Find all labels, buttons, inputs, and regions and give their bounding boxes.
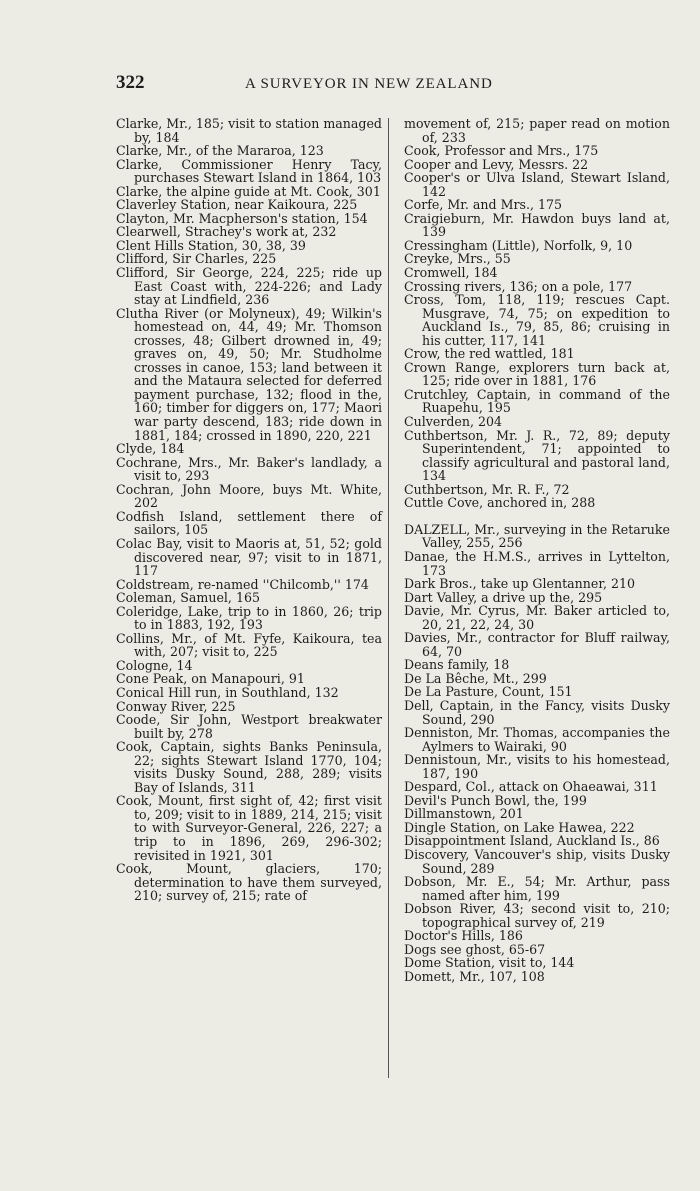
- index-entry: Denniston, Mr. Thomas, accompanies the Aylmers to Wairaki, 90: [404, 725, 670, 754]
- index-entry: Clayton, Mr. Macpherson's station, 154: [116, 210, 368, 226]
- index-entry: Colac Bay, visit to Maoris at, 51, 52; gold discovered near, 97; visit to in 1871, 117: [116, 535, 382, 579]
- index-entry: movement of, 215; paper read on motion of, 233: [404, 116, 670, 145]
- index-entry: Conway River, 225: [116, 698, 236, 714]
- index-entry: Davie, Mr. Cyrus, Mr. Baker articled to, 20, 21, 22, 24, 30: [404, 603, 670, 632]
- index-entry: Discovery, Vancouver's ship, visits Dusky Sound, 289: [404, 846, 670, 876]
- index-entry: Cuthbertson, Mr. R. F., 72: [404, 481, 570, 497]
- index-entry: Coleman, Samuel, 165: [116, 590, 260, 606]
- index-entry: Creyke, Mrs., 55: [404, 251, 511, 267]
- index-entry: Crutchley, Captain, in command of the Ruapehu, 195: [404, 386, 670, 416]
- index-entry: Cochrane, Mrs., Mr. Baker's landlady, a visit to, 293: [116, 454, 382, 484]
- index-entry: Cook, Captain, sights Banks Peninsula, 22; sights Stewart Island 1770, 104; visits Dusky Sound, 288, 289; visits Bay of Islands, 311: [116, 739, 382, 795]
- index-entry: Culverden, 204: [404, 414, 503, 430]
- index-entry: Crossing rivers, 136; on a pole, 177: [404, 278, 633, 294]
- index-column-left: [116, 117, 382, 903]
- index-column-right: [404, 117, 670, 983]
- index-entry: Clarke, Mr., 185; visit to station managed by, 184: [116, 116, 382, 145]
- index-entry: Cologne, 14: [116, 657, 193, 673]
- index-entry: Coode, Sir John, Westport breakwater built by, 278: [116, 712, 382, 741]
- index-entry: Crown Range, explorers turn back at, 125; ride over in 1881, 176: [404, 359, 670, 389]
- index-entry: Cook, Mount, first sight of, 42; first visit to, 209; visit to in 1889, 214, 215; visit to with Surveyor-General, 226, 227; a trip to in 1896, 269, 296-302; revisited in 1921, 301: [116, 793, 382, 863]
- index-entry: Coldstream, re-named ''Chilcomb,'' 174: [116, 576, 369, 592]
- index-entry: Clarke, Commissioner Henry Tacy, purchases Stewart Island in 1864, 103: [116, 156, 382, 186]
- index-entry: Clarke, Mr., of the Mararoa, 123: [116, 143, 324, 159]
- index-entry: Dingle Station, on Lake Hawea, 222: [404, 819, 635, 835]
- index-entry: Disappointment Island, Auckland Is., 86: [404, 833, 660, 849]
- column-divider: [388, 118, 389, 1078]
- index-entry: Dome Station, visit to, 144: [404, 955, 575, 971]
- index-entry: De La Bêche, Mt., 299: [404, 670, 547, 686]
- index-entry: Craigieburn, Mr. Hawdon buys land at, 139: [404, 210, 670, 240]
- index-entry: Danae, the H.M.S., arrives in Lyttelton, 173: [404, 548, 670, 578]
- index-entry: Cross, Tom, 118, 119; rescues Capt. Musgrave, 74, 75; on expedition to Auckland Is., 79, 85, 86; cruising in his cutter, 117, 141: [404, 292, 670, 348]
- index-entry: Clyde, 184: [116, 441, 185, 457]
- index-entry: Coleridge, Lake, trip to in 1860, 26; trip to in 1883, 192, 193: [116, 603, 382, 633]
- index-entry: Dillmanstown, 201: [404, 806, 524, 822]
- page-header: [116, 72, 666, 96]
- index-entry: Cressingham (Little), Norfolk, 9, 10: [404, 237, 633, 253]
- index-entry: Codfish Island, settlement there of sailors, 105: [116, 508, 382, 538]
- index-entry: Cromwell, 184: [404, 265, 498, 281]
- index-entry: Dark Bros., take up Glentanner, 210: [404, 576, 635, 592]
- index-entry: Deans family, 18: [404, 657, 510, 673]
- index-entry: Clifford, Sir George, 224, 225; ride up East Coast with, 224-226; and Lady stay at Lindfield, 236: [116, 265, 382, 308]
- index-entry: Cochran, John Moore, buys Mt. White, 202: [116, 481, 382, 511]
- index-entry: Crow, the red wattled, 181: [404, 346, 575, 362]
- index-entry: Davies, Mr., contractor for Bluff railway, 64, 70: [404, 630, 670, 659]
- index-entry: Conical Hill run, in Southland, 132: [116, 684, 339, 700]
- running-title: A SURVEYOR IN NEW ZEALAND: [245, 76, 493, 92]
- index-entry: Domett, Mr., 107, 108: [404, 968, 545, 984]
- index-entry: Clarke, the alpine guide at Mt. Cook, 301: [116, 183, 381, 199]
- index-entry: Clutha River (or Molyneux), 49; Wilkin's homestead on, 44, 49; Mr. Thomson crosses, 48; Gilbert drowned in, 49; graves on, 49, 50; Mr. Studholme crosses in canoe, 153; land between it and the Mataura selected for deferred payment purchase, 132; flood in the, 160; timber for diggers on, 177; Maori war party descend, 183; ride down in 1881, 184; crossed in 1890, 220, 221: [116, 305, 382, 443]
- index-entry: Dobson River, 43; second visit to, 210; topographical survey of, 219: [404, 901, 670, 930]
- index-entry: Corfe, Mr. and Mrs., 175: [404, 197, 563, 213]
- page-number: 322: [116, 72, 145, 93]
- index-entry: Cooper and Levy, Messrs. 22: [404, 156, 589, 172]
- index-entry: Clifford, Sir Charles, 225: [116, 251, 277, 267]
- index-entry: Cone Peak, on Manapouri, 91: [116, 671, 305, 687]
- index-entry: Devil's Punch Bowl, the, 199: [404, 792, 587, 808]
- index-entry: Collins, Mr., of Mt. Fyfe, Kaikoura, tea with, 207; visit to, 225: [116, 630, 382, 660]
- index-entry: Clearwell, Strachey's work at, 232: [116, 224, 337, 240]
- index-entry: Despard, Col., attack on Ohaeawai, 311: [404, 779, 658, 795]
- index-entry: Cuttle Cove, anchored in, 288: [404, 495, 596, 511]
- index-entry: Cook, Professor and Mrs., 175: [404, 143, 599, 159]
- index-entry-section-start: DALZELL, Mr., surveying in the Retaruke Valley, 255, 256: [404, 521, 670, 551]
- index-entry: Dobson, Mr. E., 54; Mr. Arthur, pass named after him, 199: [404, 874, 670, 903]
- index-entry: Cook, Mount, glaciers, 170; determination to have them surveyed, 210; survey of, 215; rate of: [116, 861, 382, 904]
- index-entry: Cuthbertson, Mr. J. R., 72, 89; deputy Superintendent, 71; appointed to classify agricultural and pastoral land, 134: [404, 427, 670, 484]
- index-entry: Dell, Captain, in the Fancy, visits Dusky Sound, 290: [404, 697, 670, 727]
- index-entry: Cooper's or Ulva Island, Stewart Island, 142: [404, 170, 670, 199]
- index-entry: Claverley Station, near Kaikoura, 225: [116, 197, 358, 213]
- index-entry: Dennistoun, Mr., visits to his homestead, 187, 190: [404, 752, 670, 781]
- index-entry: Clent Hills Station, 30, 38, 39: [116, 237, 306, 253]
- index-entry: Doctor's Hills, 186: [404, 928, 523, 944]
- index-entry: Dart Valley, a drive up the, 295: [404, 589, 603, 605]
- index-entry: De La Pasture, Count, 151: [404, 684, 573, 700]
- index-entry: Dogs see ghost, 65-67: [404, 941, 546, 957]
